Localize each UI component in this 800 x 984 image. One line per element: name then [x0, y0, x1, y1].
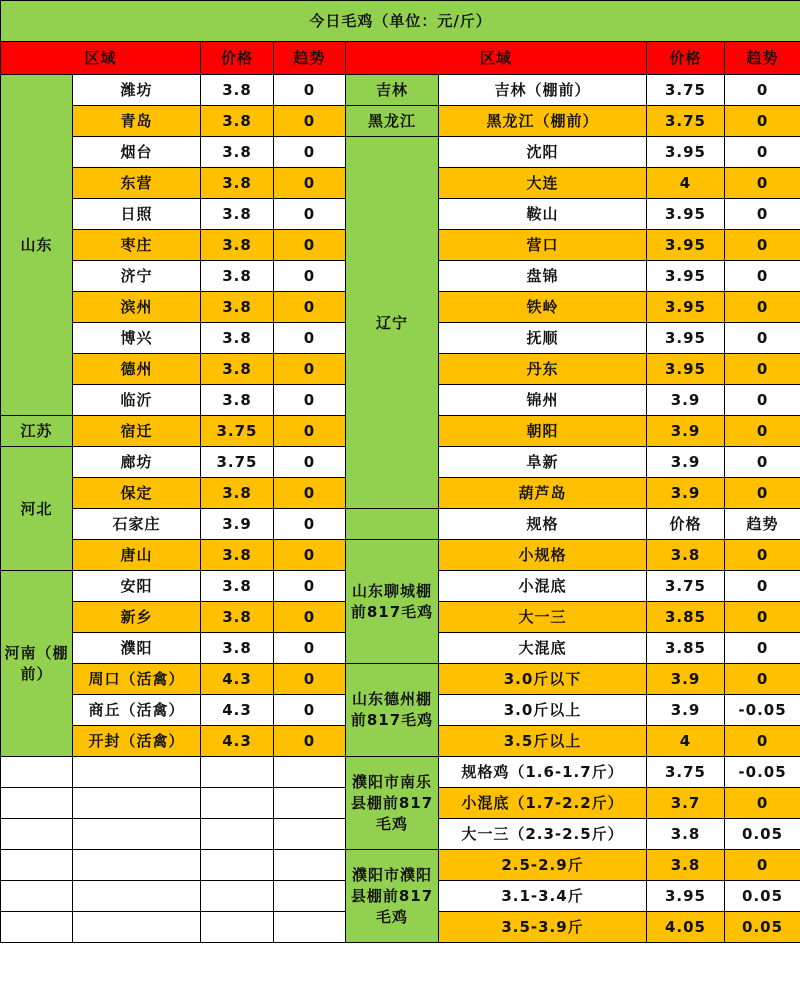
page-title: 今日毛鸡（单位：元/斤） [1, 1, 800, 42]
spec-cell: 小规格 [439, 540, 647, 571]
empty-cell [1, 850, 73, 881]
empty-cell [1, 912, 73, 943]
spec-cell: 大一三 [439, 602, 647, 633]
trend-cell: 0 [725, 726, 800, 757]
trend-cell: 0 [274, 106, 346, 137]
price-cell: 4 [647, 726, 725, 757]
spec-cell: 3.0斤以上 [439, 695, 647, 726]
price-cell: 3.9 [647, 695, 725, 726]
price-cell: 4.3 [201, 695, 274, 726]
city-cell: 潍坊 [73, 75, 201, 106]
spec-cell: 大一三（2.3-2.5斤） [439, 819, 647, 850]
trend-cell: 0 [274, 478, 346, 509]
trend-cell: 0 [725, 416, 800, 447]
price-cell: 3.95 [647, 323, 725, 354]
trend-cell: 0 [274, 571, 346, 602]
price-cell: 3.9 [647, 664, 725, 695]
price-cell: 3.85 [647, 633, 725, 664]
city-cell: 吉林（棚前） [439, 75, 647, 106]
price-cell: 3.75 [647, 75, 725, 106]
trend-cell: 0 [274, 75, 346, 106]
city-cell: 锦州 [439, 385, 647, 416]
price-cell: 3.8 [201, 106, 274, 137]
price-cell: 3.95 [647, 261, 725, 292]
trend-cell: 0 [274, 354, 346, 385]
header-trend-right: 趋势 [725, 42, 800, 75]
trend-cell: 0 [274, 199, 346, 230]
trend-cell: 0 [274, 540, 346, 571]
spec-cell: 规格鸡（1.6-1.7斤） [439, 757, 647, 788]
table-body [1, 75, 800, 943]
price-cell: 4.05 [647, 912, 725, 943]
empty-cell [274, 788, 346, 819]
city-cell: 商丘（活禽） [73, 695, 201, 726]
trend-cell: 0 [274, 447, 346, 478]
empty-cell [201, 912, 274, 943]
trend-cell: 0 [725, 633, 800, 664]
price-cell: 3.8 [201, 199, 274, 230]
empty-cell [274, 757, 346, 788]
price-cell: 3.8 [201, 292, 274, 323]
empty-cell [73, 788, 201, 819]
city-cell: 朝阳 [439, 416, 647, 447]
spec-header: 规格 [439, 509, 647, 540]
city-cell: 滨州 [73, 292, 201, 323]
city-cell: 青岛 [73, 106, 201, 137]
price-cell: 3.9 [647, 385, 725, 416]
city-cell: 盘锦 [439, 261, 647, 292]
spec-group-cell: 山东聊城棚前817毛鸡 [346, 540, 439, 664]
trend-cell: 0 [274, 385, 346, 416]
empty-cell [1, 881, 73, 912]
price-cell: 3.8 [201, 168, 274, 199]
city-cell: 保定 [73, 478, 201, 509]
city-cell: 宿迁 [73, 416, 201, 447]
empty-cell [201, 819, 274, 850]
spec-cell: 3.0斤以下 [439, 664, 647, 695]
price-cell: 3.7 [647, 788, 725, 819]
trend-cell: 0 [274, 416, 346, 447]
city-cell: 日照 [73, 199, 201, 230]
region-cell: 江苏 [1, 416, 73, 447]
trend-cell: 0 [725, 540, 800, 571]
spec-cell: 2.5-2.9斤 [439, 850, 647, 881]
empty-cell [73, 850, 201, 881]
price-cell: 3.95 [647, 292, 725, 323]
table-row [1, 509, 800, 540]
city-cell: 黑龙江（棚前） [439, 106, 647, 137]
trend-cell: 0 [725, 106, 800, 137]
city-cell: 阜新 [439, 447, 647, 478]
table-row [1, 540, 800, 571]
trend-cell: 0.05 [725, 912, 800, 943]
price-cell: 3.8 [201, 385, 274, 416]
trend-cell: 0 [274, 602, 346, 633]
trend-cell: 0 [725, 478, 800, 509]
price-cell: 3.9 [201, 509, 274, 540]
price-cell: 3.75 [201, 447, 274, 478]
trend-cell: 0 [725, 137, 800, 168]
empty-cell [201, 788, 274, 819]
region-cell: 辽宁 [346, 137, 439, 509]
trend-cell: 0 [274, 323, 346, 354]
table-row [1, 757, 800, 788]
header-region-left: 区域 [1, 42, 201, 75]
price-cell: 3.8 [201, 137, 274, 168]
price-cell: 3.8 [647, 819, 725, 850]
table-row [1, 106, 800, 137]
table-row [1, 75, 800, 106]
empty-cell [274, 912, 346, 943]
city-cell: 济宁 [73, 261, 201, 292]
city-cell: 烟台 [73, 137, 201, 168]
price-cell: 3.8 [201, 478, 274, 509]
city-cell: 廊坊 [73, 447, 201, 478]
price-cell: 3.95 [647, 199, 725, 230]
trend-cell: 0 [725, 447, 800, 478]
price-cell: 3.75 [647, 571, 725, 602]
city-cell: 安阳 [73, 571, 201, 602]
trend-cell: 0 [274, 664, 346, 695]
empty-cell [73, 881, 201, 912]
price-cell: 3.75 [647, 106, 725, 137]
trend-cell: 0 [274, 695, 346, 726]
empty-cell [73, 819, 201, 850]
trend-cell: -0.05 [725, 695, 800, 726]
price-cell: 4.3 [201, 726, 274, 757]
spec-cell: 大混底 [439, 633, 647, 664]
trend-cell: 0 [274, 292, 346, 323]
city-cell: 丹东 [439, 354, 647, 385]
city-cell: 沈阳 [439, 137, 647, 168]
trend-cell: 0 [725, 602, 800, 633]
empty-cell [1, 757, 73, 788]
region-cell: 山东 [1, 75, 73, 416]
price-cell: 3.8 [201, 571, 274, 602]
price-cell: 4.3 [201, 664, 274, 695]
price-cell: 3.8 [201, 230, 274, 261]
table-row [1, 850, 800, 881]
price-cell: 3.75 [201, 416, 274, 447]
trend-cell: 0 [725, 664, 800, 695]
trend-cell: 0 [725, 354, 800, 385]
price-cell: 3.8 [201, 540, 274, 571]
spec-cell: 3.1-3.4斤 [439, 881, 647, 912]
header-price-right: 价格 [647, 42, 725, 75]
trend-cell: 0 [274, 261, 346, 292]
table-row [1, 664, 800, 695]
price-cell: 3.9 [647, 478, 725, 509]
trend-cell: 0 [725, 261, 800, 292]
spec-group-cell: 濮阳市濮阳县棚前817毛鸡 [346, 850, 439, 943]
trend-cell: 0 [725, 385, 800, 416]
city-cell: 周口（活禽） [73, 664, 201, 695]
city-cell: 新乡 [73, 602, 201, 633]
trend-cell: 0 [274, 509, 346, 540]
city-cell: 开封（活禽） [73, 726, 201, 757]
trend-cell: 0.05 [725, 881, 800, 912]
city-cell: 濮阳 [73, 633, 201, 664]
trend-cell: 0 [725, 323, 800, 354]
empty-cell [274, 881, 346, 912]
spec-group-cell: 山东德州棚前817毛鸡 [346, 664, 439, 757]
empty-cell [73, 912, 201, 943]
table-row [1, 137, 800, 168]
city-cell: 临沂 [73, 385, 201, 416]
region-cell [346, 509, 439, 540]
price-cell: 3.9 [647, 447, 725, 478]
trend-cell: 0 [274, 633, 346, 664]
spec-cell: 小混底 [439, 571, 647, 602]
empty-cell [73, 757, 201, 788]
price-cell: 3.9 [647, 416, 725, 447]
spec-cell: 小混底（1.7-2.2斤） [439, 788, 647, 819]
price-cell: 3.8 [201, 633, 274, 664]
trend-cell: 0 [725, 571, 800, 602]
trend-cell: 0 [725, 230, 800, 261]
trend-cell: -0.05 [725, 757, 800, 788]
spec-trend-header: 趋势 [725, 509, 800, 540]
region-cell: 河南（棚前） [1, 571, 73, 757]
trend-cell: 0 [274, 230, 346, 261]
empty-cell [274, 850, 346, 881]
spec-price-header: 价格 [647, 509, 725, 540]
city-cell: 石家庄 [73, 509, 201, 540]
price-cell: 3.8 [647, 850, 725, 881]
city-cell: 大连 [439, 168, 647, 199]
city-cell: 枣庄 [73, 230, 201, 261]
trend-cell: 0 [274, 137, 346, 168]
empty-cell [1, 819, 73, 850]
city-cell: 博兴 [73, 323, 201, 354]
price-cell: 3.8 [201, 354, 274, 385]
city-cell: 东营 [73, 168, 201, 199]
price-cell: 3.8 [201, 323, 274, 354]
city-cell: 葫芦岛 [439, 478, 647, 509]
price-cell: 3.95 [647, 354, 725, 385]
header-trend-left: 趋势 [274, 42, 346, 75]
price-cell: 3.85 [647, 602, 725, 633]
trend-cell: 0 [725, 199, 800, 230]
spec-cell: 3.5斤以上 [439, 726, 647, 757]
city-cell: 营口 [439, 230, 647, 261]
header-price-left: 价格 [201, 42, 274, 75]
spec-cell: 3.5-3.9斤 [439, 912, 647, 943]
trend-cell: 0 [725, 75, 800, 106]
price-cell: 3.95 [647, 230, 725, 261]
price-cell: 3.95 [647, 137, 725, 168]
trend-cell: 0 [725, 788, 800, 819]
region-cell: 吉林 [346, 75, 439, 106]
region-cell: 河北 [1, 447, 73, 571]
price-cell: 3.8 [201, 75, 274, 106]
price-cell: 3.95 [647, 881, 725, 912]
city-cell: 德州 [73, 354, 201, 385]
city-cell: 唐山 [73, 540, 201, 571]
price-cell: 3.8 [647, 540, 725, 571]
price-cell: 3.75 [647, 757, 725, 788]
empty-cell [1, 788, 73, 819]
header-region-right: 区域 [346, 42, 647, 75]
price-cell: 3.8 [201, 602, 274, 633]
trend-cell: 0 [725, 850, 800, 881]
city-cell: 抚顺 [439, 323, 647, 354]
trend-cell: 0 [725, 168, 800, 199]
region-cell: 黑龙江 [346, 106, 439, 137]
trend-cell: 0.05 [725, 819, 800, 850]
city-cell: 鞍山 [439, 199, 647, 230]
empty-cell [274, 819, 346, 850]
city-cell: 铁岭 [439, 292, 647, 323]
spec-group-cell: 濮阳市南乐县棚前817毛鸡 [346, 757, 439, 850]
price-cell: 3.8 [201, 261, 274, 292]
trend-cell: 0 [274, 168, 346, 199]
empty-cell [201, 881, 274, 912]
trend-cell: 0 [725, 292, 800, 323]
trend-cell: 0 [274, 726, 346, 757]
price-cell: 4 [647, 168, 725, 199]
empty-cell [201, 850, 274, 881]
empty-cell [201, 757, 274, 788]
